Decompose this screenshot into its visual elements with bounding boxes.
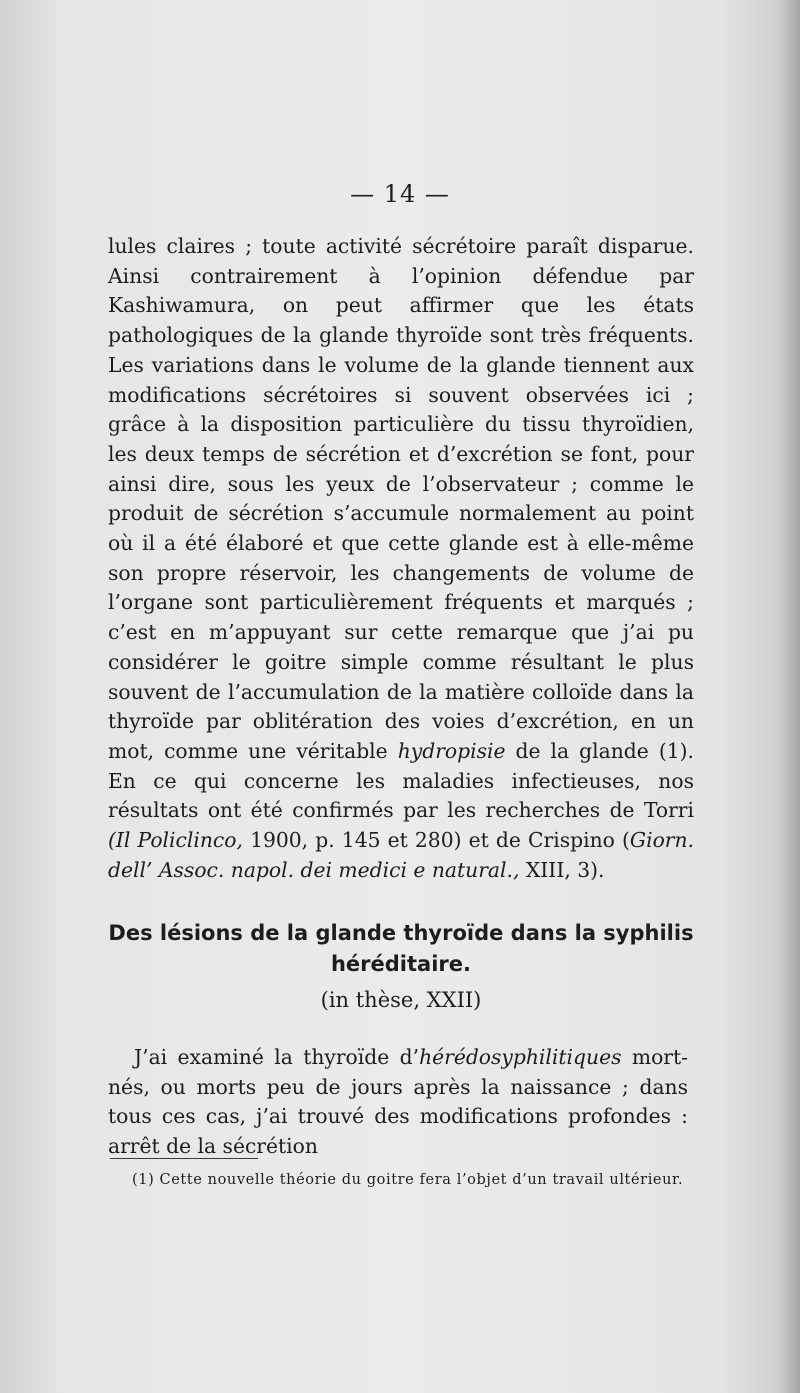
- page-spine-shadow: [778, 0, 800, 1393]
- section-heading: Des lésions de la glande thyroïde dans la syphilis héréditaire.: [108, 921, 694, 976]
- section-subheading: (in thèse, XXII): [320, 988, 482, 1012]
- paragraph-text: 1900, p. 145 et 280) et de Crispino (: [242, 828, 630, 853]
- paragraph-text: mort-nés, ou morts peu de jours après la naissance ; dans tous ces cas, j’ai trouvé des modifications profondes : arrêt de la sécrétion: [108, 1045, 689, 1158]
- paragraph-text: de la glande (1). En ce qui concerne les maladies infectieuses, nos résultats ont été confirmés par les recherches de Torri: [108, 738, 695, 823]
- page-number: — 14 —: [350, 180, 450, 208]
- citation-journal: (Il Policlinco,: [108, 828, 243, 853]
- second-text-block: [108, 1043, 688, 1161]
- body-paragraph: [108, 1043, 688, 1161]
- footnote-divider: [110, 1158, 258, 1159]
- paragraph-text: J’ai examiné la thyroïde d’: [134, 1045, 420, 1069]
- paragraph-text: lules claires ; toute activité sécrétoire paraît disparue. Ainsi contrairement à l’opinion défendue par Kashiwamura, on peut affirmer que les états pathologiques de la glande thyroïde sont très fréquents. Les variations dans le volume de la glande tiennent aux modifications sécrétoires si souvent observées ici ; grâce à la disposition particulière du tissu thyroïdien, les deux temps de sécrétion et d’excrétion se font, pour ainsi dire, sous les yeux de l’observateur ; comme le produit de sécrétion s’accumule normalement au point où il a été élaboré et que cette glande est à elle-même son propre réservoir, les changements de volume de l’organe sont particulièrement fréquents et marqués ; c’est en m’appuyant sur cette remarque que j’ai pu considérer le goitre simple comme résultant le plus souvent de l’accumulation de la matière colloïde dans la thyroïde par oblitération des voies d’excrétion, en un mot, comme une véritable: [108, 234, 694, 763]
- italic-term: hérédosyphilitiques: [419, 1045, 622, 1069]
- paragraph-text: XIII, 3).: [519, 857, 605, 882]
- main-text-block: [108, 232, 694, 885]
- footnote: (1) Cette nouvelle théorie du goitre fera l’objet d’un travail ultérieur.: [132, 1172, 684, 1188]
- citation-journal: Giorn. dell’ Assoc. napol. dei medici e natural.,: [108, 828, 694, 882]
- body-paragraph: [108, 232, 694, 885]
- italic-term: hydropisie: [397, 738, 506, 763]
